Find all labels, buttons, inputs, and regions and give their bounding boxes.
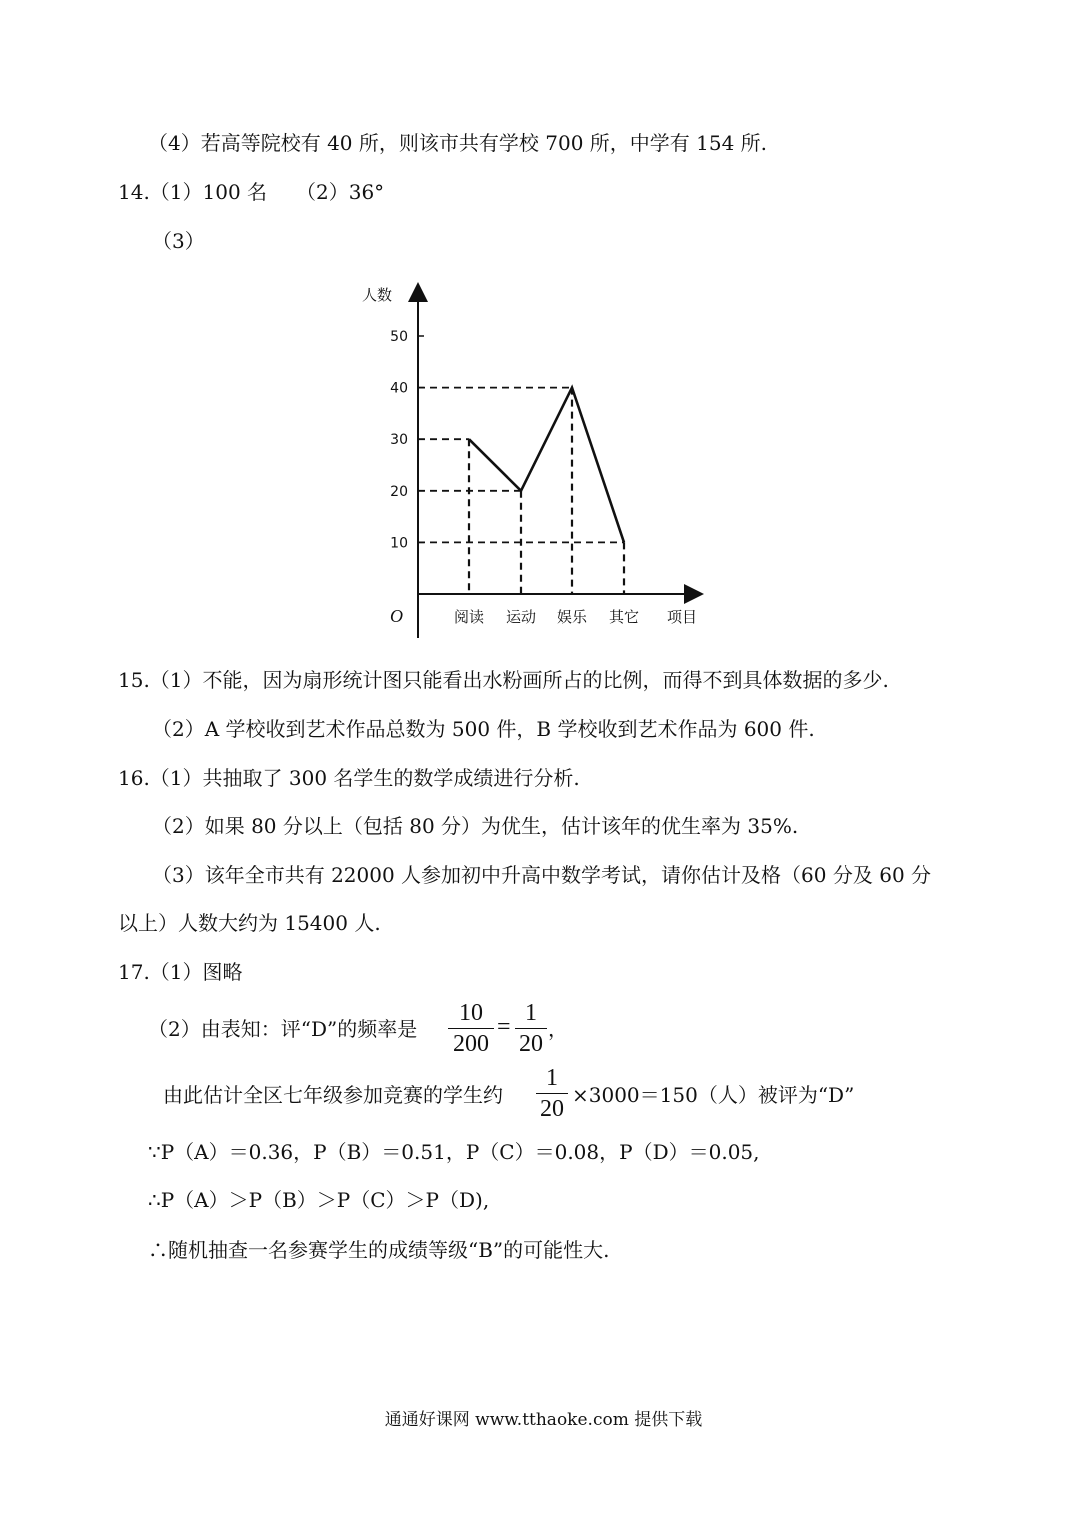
- fraction-bar: [448, 1028, 494, 1029]
- chart-y-tick-label: 10: [390, 535, 408, 552]
- answer-16-part2: （2）如果 80 分以上（包括 80 分）为优生，估计该年的优生率为 35%.: [152, 814, 799, 838]
- fraction-denominator: 20: [519, 1031, 543, 1057]
- line-chart: [362, 280, 720, 650]
- chart-x-axis-label: 项目: [667, 608, 698, 626]
- fraction-numerator: 1: [546, 1065, 558, 1091]
- answer-17-probabilities: ∵P（A）＝0.36，P（B）＝0.51，P（C）＝0.08，P（D）＝0.05,: [148, 1140, 760, 1164]
- answer-17-comma: ，: [548, 1017, 568, 1041]
- answer-16-part3-cont: 以上）人数大约为 15400 人.: [118, 911, 381, 935]
- fraction-denominator: 20: [540, 1096, 564, 1122]
- answer-17-comparison: ∴P（A）＞P（B）＞P（C）＞P（D),: [148, 1188, 490, 1212]
- fraction-numerator: 1: [525, 1000, 537, 1026]
- answer-17-conclusion: ∴随机抽查一名参赛学生的成绩等级“B”的可能性大.: [148, 1238, 610, 1262]
- fraction-numerator: 10: [459, 1000, 483, 1026]
- answer-17-estimate-text: 由此估计全区七年级参加竞赛的学生约: [163, 1083, 503, 1107]
- fraction-bar: [536, 1093, 568, 1094]
- equals-sign: =: [497, 1014, 511, 1040]
- chart-y-tick-label: 20: [390, 483, 408, 500]
- fraction-1-20: [515, 999, 547, 1058]
- chart-origin-label: O: [390, 606, 403, 626]
- chart-y-tick-label: 40: [390, 380, 408, 397]
- answer-17-part1: 17.（1）图略: [118, 960, 243, 984]
- answer-17-estimate-result: ×3000＝150（人）被评为“D”: [572, 1083, 855, 1107]
- chart-y-axis-label: 人数: [362, 286, 393, 304]
- chart-series-line: [469, 388, 624, 543]
- chart-category-label: 阅读: [453, 608, 485, 626]
- chart-category-label: 娱乐: [556, 608, 588, 626]
- answer-14-part1: 14.（1）100 名: [118, 180, 268, 204]
- answer-16-part3: （3）该年全市共有 22000 人参加初中升高中数学考试，请你估计及格（60 分及 60 分: [152, 863, 932, 887]
- answer-14-part3-label: （3）: [152, 229, 205, 253]
- answer-13-part4: （4）若高等院校有 40 所，则该市共有学校 700 所，中学有 154 所.: [148, 131, 768, 155]
- fraction-10-200: [448, 999, 494, 1058]
- fraction-1-20-estimate: [536, 1064, 568, 1123]
- fraction-bar: [515, 1028, 547, 1029]
- fraction-denominator: 200: [453, 1031, 489, 1057]
- answer-15-part1: 15.（1）不能，因为扇形统计图只能看出水粉画所占的比例，而得不到具体数据的多少.: [118, 668, 889, 692]
- answer-17-part2-text: （2）由表知：评“D”的频率是: [148, 1017, 418, 1041]
- chart-category-label: 运动: [505, 608, 537, 626]
- chart-category-label: 其它: [608, 608, 640, 626]
- answer-14-part2: （2）36°: [296, 180, 385, 204]
- answer-16-part1: 16.（1）共抽取了 300 名学生的数学成绩进行分析.: [118, 766, 580, 790]
- footer-source: 通通好课网 www.tthaoke.com 提供下载: [384, 1410, 703, 1430]
- answer-15-part2: （2）A 学校收到艺术作品总数为 500 件，B 学校收到艺术作品为 600 件.: [152, 717, 815, 741]
- chart-y-tick-label: 50: [390, 329, 408, 345]
- chart-y-tick-label: 30: [390, 432, 408, 449]
